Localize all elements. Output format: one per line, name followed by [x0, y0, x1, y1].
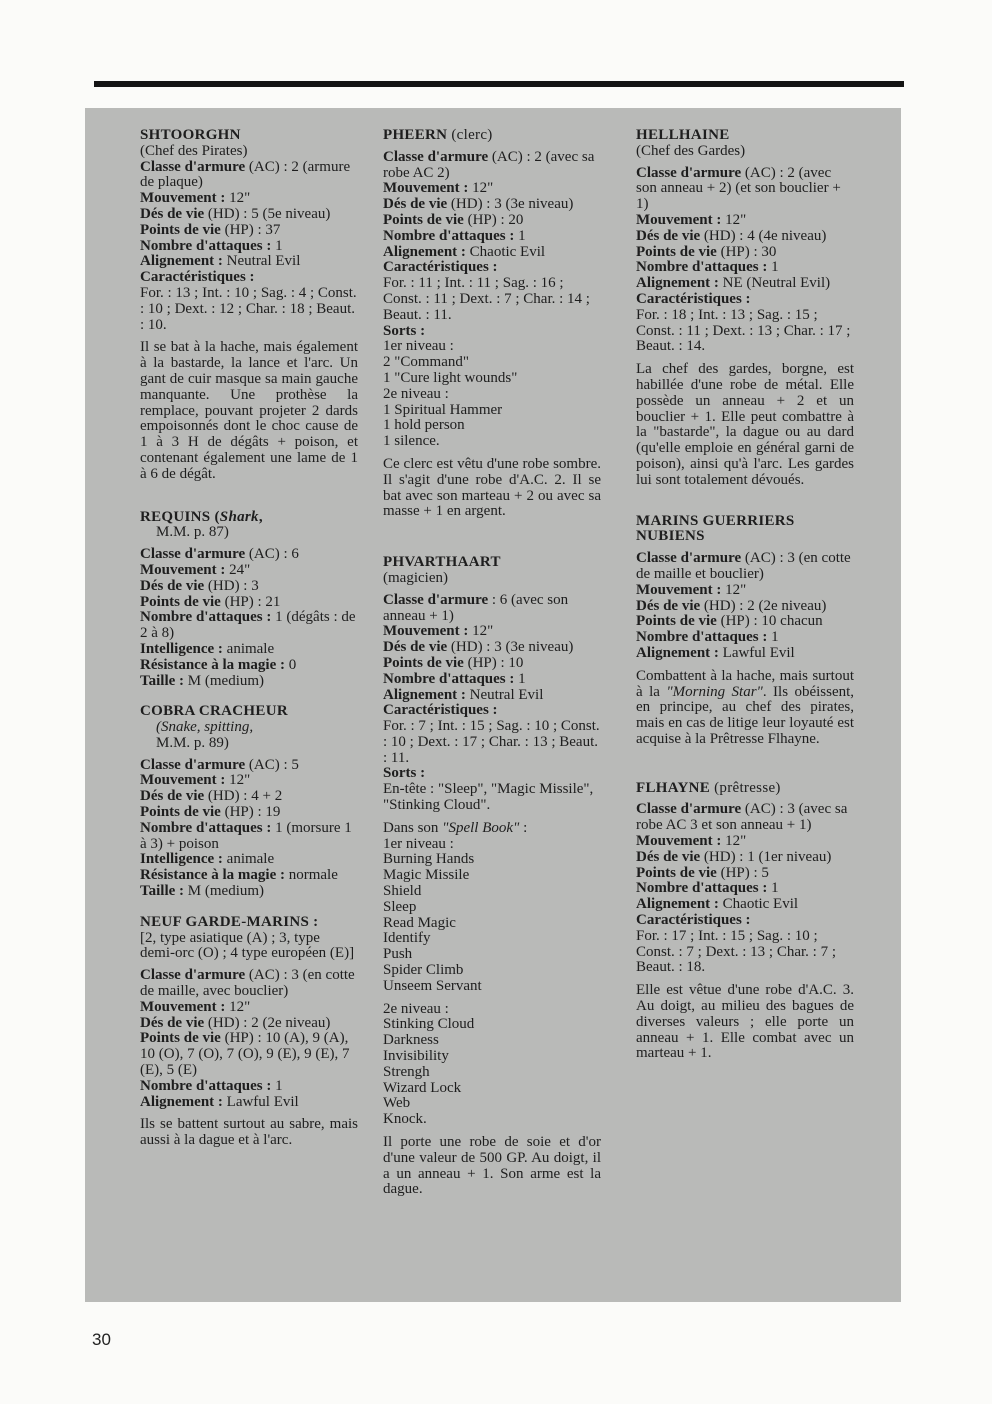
stat-line — [140, 160, 358, 192]
stat-list — [383, 593, 601, 719]
entry-cobra — [140, 704, 358, 900]
sorts-label: Sorts : — [383, 322, 426, 339]
stat-line — [636, 245, 854, 261]
stat-key: Alignement : — [140, 1093, 223, 1110]
sorts-text: En-tête : "Sleep", "Magic Missile", "Stinking Cloud". — [383, 781, 594, 814]
stat-value: (AC) : 2 (avec son anneau + 2) (et son bouclier + 1) — [636, 164, 841, 213]
spell-item: Identify — [383, 930, 431, 947]
stat-line — [636, 614, 854, 630]
stat-key: Classe d'armure — [636, 164, 742, 181]
stat-key: Nombre d'attaques : — [636, 880, 768, 897]
entry-title: FLHAYNE (prêtresse) — [636, 779, 781, 796]
stat-line — [383, 656, 601, 672]
stat-value: Chaotic Evil — [718, 896, 799, 913]
stat-line — [140, 884, 358, 900]
stat-key: Mouvement : — [383, 623, 469, 640]
stat-key: Intelligence : — [140, 851, 223, 868]
stat-value: (HP) : 37 — [220, 221, 281, 238]
entry-subtitle: (magicien) — [383, 569, 448, 586]
stat-line — [140, 852, 358, 868]
stat-line — [140, 270, 358, 286]
entry-hellhaine — [636, 128, 854, 489]
stat-key: Points de vie — [140, 593, 221, 610]
stat-value: (HP) : 30 — [716, 243, 777, 260]
top-rule — [94, 81, 904, 87]
stat-value: 12" — [225, 190, 251, 207]
stat-line — [140, 207, 358, 223]
stat-key: Nombre d'attaques : — [383, 670, 515, 687]
stat-line — [140, 1095, 358, 1111]
stat-value: normale — [284, 867, 338, 884]
entry-title: MARINS GUERRIERS NUBIENS — [636, 512, 795, 545]
stat-list — [636, 551, 854, 662]
entry-title: HELLHAINE — [636, 127, 730, 143]
level-2-label: 2e niveau : — [383, 1000, 449, 1017]
entry-title: SHTOORGHN — [140, 127, 241, 143]
description: Il se bat à la hache, mais également à la bastarde, la lance et l'arc. Un gant de cuir masque sa main gauche manquante. Une prothèse la remplace, pouvant projeter 2 dards empoisonnés dont le choc cause de 1 à 3 H de dégâts + poison, et contenant également une lame de 1 à 6 de dégât. — [140, 339, 358, 482]
stat-line — [383, 181, 601, 197]
stat-key: Caractéristiques : — [383, 259, 498, 276]
stat-key: Classe d'armure — [140, 967, 246, 984]
spell-item: Darkness — [383, 1032, 439, 1049]
stat-line — [636, 881, 854, 897]
stat-value: : 6 (avec son anneau + 1) — [383, 591, 569, 624]
monster-manual-ref: M.M. p. 87) — [156, 524, 229, 541]
stat-line — [140, 1079, 358, 1095]
stat-value: 1 — [767, 259, 779, 276]
stat-line — [636, 630, 854, 646]
stat-key: Alignement : — [140, 253, 223, 270]
stat-line — [636, 834, 854, 850]
stat-list — [140, 160, 358, 286]
stat-line — [636, 213, 854, 229]
spell-item: 2e niveau : — [383, 385, 449, 402]
stat-line — [383, 213, 601, 229]
spell-item: Push — [383, 946, 413, 963]
stat-list — [140, 968, 358, 1110]
stat-line — [383, 640, 601, 656]
stat-line — [140, 674, 358, 690]
stat-key: Mouvement : — [140, 998, 226, 1015]
spell-item: Spider Climb — [383, 962, 464, 979]
stat-line — [140, 191, 358, 207]
stat-key: Classe d'armure — [140, 756, 246, 773]
stat-line — [636, 583, 854, 599]
stat-value: 12" — [225, 772, 251, 789]
entry-title: PHEERN (clerc) — [383, 127, 493, 143]
stat-value: 24" — [225, 561, 251, 578]
stat-value: 1 — [271, 237, 283, 254]
stat-value: animale — [222, 851, 275, 868]
stat-key: Nombre d'attaques : — [383, 227, 515, 244]
entry-subtitle: [2, type asiatique (A) ; 3, type demi-orc (O) ; 4 type européen (E)] — [140, 929, 355, 962]
stat-line — [383, 624, 601, 640]
stat-key: Classe d'armure — [140, 158, 246, 175]
stat-key: Taille : — [140, 672, 185, 689]
stat-key: Mouvement : — [140, 190, 226, 207]
entry-subtitle: (Chef des Gardes) — [636, 142, 746, 159]
stat-value: (HD) : 3 — [204, 577, 259, 594]
stat-value: (AC) : 6 — [245, 546, 299, 563]
stat-line — [636, 229, 854, 245]
stat-value: Lawful Evil — [718, 644, 795, 661]
stat-line — [636, 551, 854, 583]
stat-value: 12" — [468, 623, 494, 640]
spell-item: 1 "Cure light wounds" — [383, 369, 518, 386]
stat-line — [140, 563, 358, 579]
stat-key: Mouvement : — [140, 561, 226, 578]
entry-shtoorghn — [140, 128, 358, 483]
description: Il porte une robe de soie et d'or d'une valeur de 500 GP. Au doigt, il a un anneau + 1. Son arme est la dague. — [383, 1134, 601, 1198]
stat-line — [140, 642, 358, 658]
stat-line — [140, 239, 358, 255]
level-1-label: 1er niveau : — [383, 835, 454, 852]
stat-line — [636, 897, 854, 913]
stat-key: Points de vie — [140, 1030, 221, 1047]
stat-key: Alignement : — [636, 896, 719, 913]
stat-value: M (medium) — [184, 672, 265, 689]
stat-line — [383, 197, 601, 213]
stat-key: Points de vie — [636, 243, 717, 260]
title-italic: Shark — [219, 508, 259, 525]
stat-value: (HD) : 4 (4e niveau) — [700, 227, 827, 244]
stat-line — [636, 276, 854, 292]
spell-item: 2 "Command" — [383, 354, 469, 371]
stat-key: Mouvement : — [636, 581, 722, 598]
stat-line — [140, 1000, 358, 1016]
spell-item: 1 Spiritual Hammer — [383, 401, 503, 418]
stat-list — [140, 547, 358, 689]
stat-list — [383, 150, 601, 276]
stat-value: (AC) : 3 (en cotte de maille, avec bouclier) — [140, 967, 355, 1000]
stat-value: (AC) : 3 (avec sa robe AC 3 et son anneau + 1) — [636, 801, 848, 834]
stat-line — [140, 773, 358, 789]
stat-key: Points de vie — [383, 654, 464, 671]
stat-key: Points de vie — [140, 804, 221, 821]
stat-key: Nombre d'attaques : — [636, 629, 768, 646]
stat-key: Dés de vie — [383, 639, 448, 656]
stat-key: Points de vie — [636, 864, 717, 881]
stat-value: (HP) : 10 — [463, 654, 524, 671]
description: Elle est vêtue d'une robe d'A.C. 3. Au doigt, au milieu des bagues de diverses valeurs ; elle porte un anneau + 1. Elle combat avec un marteau + 1. — [636, 982, 854, 1062]
stat-value: 0 — [284, 656, 297, 673]
stat-line — [636, 260, 854, 276]
stat-key: Dés de vie — [383, 196, 448, 213]
stat-value: (HP) : 21 — [220, 593, 281, 610]
stat-key: Dés de vie — [140, 577, 205, 594]
stat-line — [140, 1016, 358, 1032]
characteristics: For. : 18 ; Int. : 13 ; Sag. : 15 ; Const. : 11 ; Dext. : 13 ; Char. : 17 ; Beaut. : 14. — [636, 306, 851, 355]
spell-item: Shield — [383, 883, 422, 900]
column-2 — [383, 128, 601, 1213]
entry-flhayne — [636, 781, 854, 1063]
characteristics: For. : 11 ; Int. : 11 ; Sag. : 16 ; Const. : 11 ; Dext. : 7 ; Char. : 14 ; Beaut. : 11. — [383, 275, 590, 323]
spell-item: Strengh — [383, 1063, 430, 1080]
stat-value: 1 — [271, 1077, 283, 1094]
entry-phvarthaart — [383, 555, 601, 1198]
stat-value: 12" — [225, 998, 251, 1015]
stat-value: (HP) : 10 (A), 9 (A), 10 (O), 7 (O), 7 (O), 9 (E), 9 (E), 7 (E), 5 (E) — [140, 1030, 350, 1079]
entry-title: REQUINS (Shark, — [140, 508, 263, 525]
stat-key: Alignement : — [636, 644, 719, 661]
stat-key: Classe d'armure — [140, 546, 246, 563]
stat-key: Alignement : — [383, 243, 466, 260]
stat-line — [140, 547, 358, 563]
entry-requins — [140, 510, 358, 690]
spell-item: Sleep — [383, 898, 417, 915]
stat-line — [383, 593, 601, 625]
stat-value: (AC) : 2 (avec sa robe AC 2) — [383, 148, 595, 181]
spell-item: Wizard Lock — [383, 1079, 462, 1096]
spell-item: Web — [383, 1095, 411, 1112]
stat-line — [636, 850, 854, 866]
description: Combattent à la hache, mais surtout à la "Morning Star". Ils obéissent, en principe, au chef des pirates, mais en cas de litige leur loyauté est acquise à la Prêtresse Flhayne. — [636, 667, 855, 747]
stat-list — [636, 166, 854, 308]
stat-value: 1 (morsure 1 à 3) + poison — [140, 819, 352, 852]
stat-key: Mouvement : — [636, 833, 722, 850]
description: Ils se battent surtout au sabre, mais aussi à la dague et à l'arc. — [140, 1116, 358, 1149]
spell-list-level-2 — [383, 1017, 601, 1128]
entry-marins-guerriers — [636, 514, 854, 748]
entry-neuf-garde-marins — [140, 915, 358, 1149]
spell-item: Invisibility — [383, 1048, 449, 1065]
entry-title: PHVARTHAART — [383, 554, 501, 571]
stat-value: (HP) : 19 — [220, 804, 281, 821]
stat-line — [636, 646, 854, 662]
stat-line — [383, 150, 601, 182]
stat-key: Classe d'armure — [636, 801, 742, 818]
stat-line — [140, 595, 358, 611]
stat-line — [140, 968, 358, 1000]
stat-key: Intelligence : — [140, 640, 223, 657]
stat-line — [140, 254, 358, 270]
entry-subtitle: (Snake, spitting, — [156, 719, 254, 736]
stat-value: (HD) : 2 (2e niveau) — [204, 1014, 331, 1031]
spell-item: Knock. — [383, 1111, 427, 1128]
spell-item: Unseem Servant — [383, 977, 482, 994]
column-1 — [140, 128, 358, 1164]
stat-key: Points de vie — [140, 221, 221, 238]
stat-line — [140, 1031, 358, 1078]
stat-value: (AC) : 3 (en cotte de maille et bouclier) — [636, 550, 851, 582]
stat-value: (AC) : 5 — [245, 756, 299, 773]
stat-key: Mouvement : — [636, 211, 722, 228]
stat-key: Alignement : — [636, 275, 719, 292]
stat-line — [140, 758, 358, 774]
stat-key: Mouvement : — [140, 772, 226, 789]
stat-value: (AC) : 2 (armure de plaque) — [140, 158, 351, 191]
stat-key: Points de vie — [383, 211, 464, 228]
stat-line — [636, 292, 854, 308]
page-number: 30 — [92, 1330, 111, 1349]
stat-value: 12" — [721, 833, 747, 850]
stat-line — [636, 599, 854, 615]
spell-item: Stinking Cloud — [383, 1016, 475, 1033]
entry-title: COBRA CRACHEUR — [140, 703, 288, 720]
spell-item: Burning Hands — [383, 851, 475, 868]
sorts-label: Sorts : — [383, 765, 426, 782]
stat-value: (HD) : 1 (1er niveau) — [700, 848, 832, 865]
stat-key: Classe d'armure — [383, 148, 489, 165]
stat-value: (HD) : 3 (3e niveau) — [447, 196, 574, 213]
stat-value: Neutral Evil — [465, 686, 544, 703]
stat-key: Alignement : — [383, 686, 466, 703]
stat-line — [636, 802, 854, 834]
stat-key: Taille : — [140, 883, 185, 900]
stat-line — [383, 229, 601, 245]
spell-item: Read Magic — [383, 914, 456, 931]
stat-key: Dés de vie — [636, 597, 701, 614]
description: La chef des gardes, borgne, est habillée d'une robe de métal. Elle possède un anneau + 2 et un bouclier + 1. Elle peut combattre à la "bastarde", la dague ou au dard (qu'elle emploie en général garni de poison), ainsi qu'à l'arc. Les gardes lui sont totalement dévoués. — [636, 361, 854, 488]
stat-key: Nombre d'attaques : — [636, 259, 768, 276]
stat-key: Classe d'armure — [636, 550, 742, 567]
stat-line — [636, 913, 854, 929]
stat-line — [140, 579, 358, 595]
stat-key: Dés de vie — [140, 1014, 205, 1031]
stat-line — [636, 866, 854, 882]
stat-value: (HD) : 5 (5e niveau) — [204, 205, 331, 222]
stat-line — [140, 868, 358, 884]
stat-line — [140, 610, 358, 642]
stat-value: 1 — [767, 880, 779, 897]
stat-line — [383, 688, 601, 704]
stat-value: 12" — [721, 581, 747, 598]
stat-key: Résistance à la magie : — [140, 656, 285, 673]
stat-line — [383, 703, 601, 719]
stat-value: NE (Neutral Evil) — [718, 275, 831, 292]
stat-line — [140, 223, 358, 239]
spell-item: Magic Missile — [383, 867, 470, 884]
stat-value: (HP) : 5 — [716, 864, 769, 881]
stat-key: Nombre d'attaques : — [140, 237, 272, 254]
spell-list-level-1 — [383, 852, 601, 994]
stat-key: Dés de vie — [636, 227, 701, 244]
characteristics: For. : 17 ; Int. : 15 ; Sag. : 10 ; Const. : 7 ; Dext. : 13 ; Char. : 7 ; Beaut. : 18. — [636, 927, 837, 976]
stat-value: Neutral Evil — [222, 253, 301, 270]
spell-item: 1 silence. — [383, 433, 440, 450]
stat-key: Dés de vie — [636, 848, 701, 865]
stat-key: Dés de vie — [140, 788, 205, 805]
stat-line — [636, 166, 854, 213]
column-3 — [636, 128, 854, 1077]
stat-value: (HD) : 3 (3e niveau) — [447, 639, 574, 656]
stat-line — [140, 805, 358, 821]
characteristics: For. : 13 ; Int. : 10 ; Sag. : 4 ; Const. : 10 ; Dext. : 12 ; Char. : 18 ; Beaut. : 10. — [140, 284, 357, 333]
stat-value: (HD) : 2 (2e niveau) — [700, 597, 827, 614]
stat-value: M (medium) — [184, 883, 265, 900]
stat-key: Nombre d'attaques : — [140, 1077, 272, 1094]
stat-key: Résistance à la magie : — [140, 867, 285, 884]
stat-value: 12" — [468, 180, 494, 197]
stat-key: Caractéristiques : — [636, 290, 751, 307]
stat-key: Nombre d'attaques : — [140, 819, 272, 836]
stat-line — [383, 260, 601, 276]
stat-key: Caractéristiques : — [383, 702, 498, 719]
characteristics: For. : 7 ; Int. : 15 ; Sag. : 10 ; Const. : 10 ; Dext. : 17 ; Char. : 13 ; Beaut. : 11. — [383, 718, 600, 766]
stat-key: Dés de vie — [140, 205, 205, 222]
stat-line — [383, 672, 601, 688]
monster-manual-ref: M.M. p. 89) — [156, 734, 229, 751]
stat-key: Caractéristiques : — [636, 912, 751, 929]
stat-key: Caractéristiques : — [140, 269, 255, 286]
stat-value: Chaotic Evil — [465, 243, 546, 260]
entry-pheern — [383, 128, 601, 520]
stat-value: Lawful Evil — [222, 1093, 299, 1110]
entry-title: NEUF GARDE-MARINS : — [140, 913, 319, 930]
stat-value: (HP) : 10 chacun — [716, 613, 823, 630]
stat-value: 12" — [721, 211, 747, 228]
stat-line — [140, 789, 358, 805]
spell-item: 1 hold person — [383, 417, 465, 434]
stat-line — [140, 658, 358, 674]
stat-key: Classe d'armure — [383, 591, 489, 608]
stat-line — [383, 245, 601, 261]
stat-value: 1 — [767, 629, 779, 646]
entry-subtitle: (Chef des Pirates) — [140, 142, 248, 159]
stat-key: Mouvement : — [383, 180, 469, 197]
spell-book-intro: Dans son "Spell Book" : — [383, 819, 528, 836]
stat-value: 1 (dégâts : de 2 à 8) — [140, 609, 356, 642]
stat-value: 1 — [514, 670, 526, 687]
stat-value: (HD) : 4 + 2 — [204, 788, 283, 805]
stat-list — [140, 758, 358, 900]
spell-item: 1er niveau : — [383, 338, 454, 355]
stat-list — [636, 802, 854, 928]
spell-list — [383, 339, 601, 450]
stat-value: (HP) : 20 — [463, 211, 524, 228]
stat-value: 1 — [514, 227, 526, 244]
stat-value: animale — [222, 640, 275, 657]
description: Ce clerc est vêtu d'une robe sombre. Il s'agit d'une robe d'A.C. 2. Il se bat avec son marteau + 2 ou avec sa masse + 1 en argent. — [383, 455, 601, 520]
stat-line — [140, 821, 358, 853]
stat-key: Nombre d'attaques : — [140, 609, 272, 626]
stat-key: Points de vie — [636, 613, 717, 630]
